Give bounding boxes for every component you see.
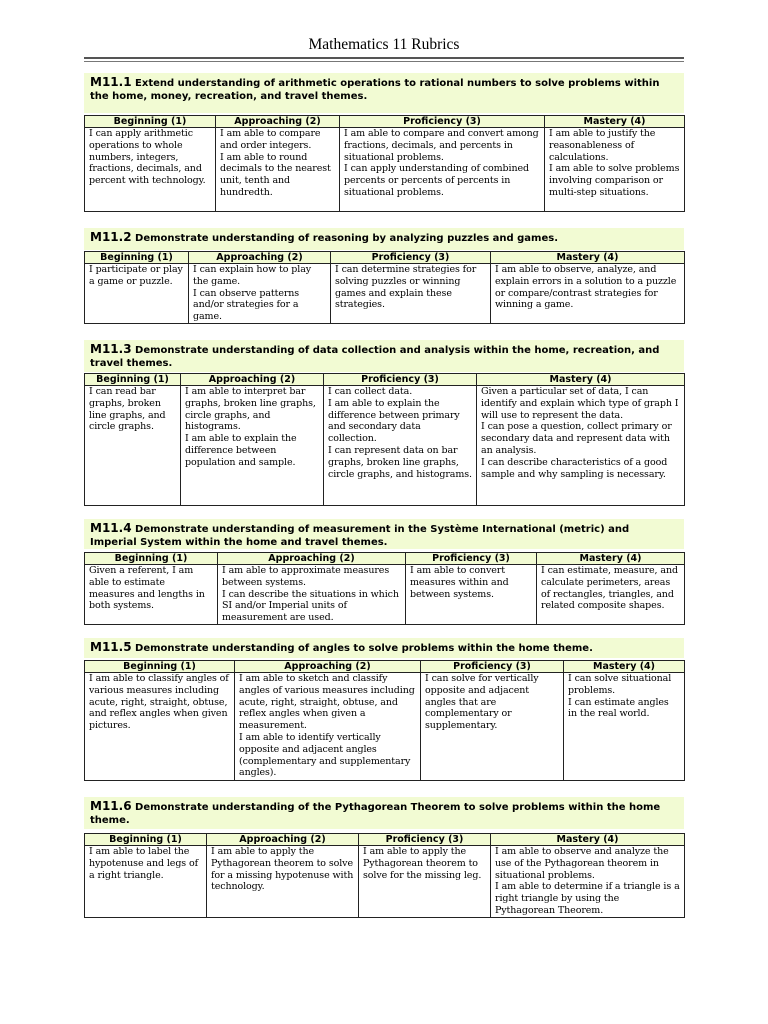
header-mastery: Mastery (4) bbox=[537, 553, 685, 565]
table-row bbox=[85, 673, 685, 781]
table-header-row bbox=[85, 553, 685, 565]
header-mastery: Mastery (4) bbox=[545, 116, 685, 128]
header-mastery: Mastery (4) bbox=[477, 374, 685, 386]
rubric-table-m11-6 bbox=[84, 833, 685, 918]
header-beginning: Beginning (1) bbox=[85, 116, 216, 128]
cell-mastery: Given a particular set of data, I can identify and explain which type of graph I will use to represent the data. I can pose a question, collect primary or secondary data and represent data with an analysis. I can describe characteristics of a good sample and why sampling is necessary. bbox=[477, 386, 685, 506]
cell-mastery: I can solve situational problems. I can estimate angles in the real world. bbox=[564, 673, 685, 781]
header-approaching: Approaching (2) bbox=[216, 116, 340, 128]
cell-mastery: I am able to justify the reasonableness of calculations. I am able to solve problems involving comparison or multi-step situations. bbox=[545, 128, 685, 212]
header-proficiency: Proficiency (3) bbox=[331, 252, 491, 264]
cell-proficiency: I can solve for vertically opposite and adjacent angles that are complementary or supplementary. bbox=[421, 673, 564, 781]
rubric-heading-m11-4 bbox=[84, 519, 684, 549]
header-proficiency: Proficiency (3) bbox=[324, 374, 477, 386]
cell-beginning: I participate or play a game or puzzle. bbox=[85, 264, 189, 324]
cell-beginning: Given a referent, I am able to estimate measures and lengths in both systems. bbox=[85, 565, 218, 625]
rubric-table-m11-3 bbox=[84, 373, 685, 506]
cell-beginning: I can apply arithmetic operations to whole numbers, integers, fractions, decimals, and percent with technology. bbox=[85, 128, 216, 212]
table-header-row bbox=[85, 374, 685, 386]
outcome-description: Demonstrate understanding of angles to solve problems within the home theme. bbox=[135, 643, 593, 654]
cell-proficiency: I can collect data. I am able to explain the difference between primary and secondary data collection. I can represent data on bar graphs, broken line graphs, circle graphs, and histograms. bbox=[324, 386, 477, 506]
table-row bbox=[85, 846, 685, 918]
header-beginning: Beginning (1) bbox=[85, 252, 189, 264]
table-header-row bbox=[85, 661, 685, 673]
rubric-table-m11-2 bbox=[84, 251, 685, 324]
table-row bbox=[85, 128, 685, 212]
header-approaching: Approaching (2) bbox=[181, 374, 324, 386]
header-approaching: Approaching (2) bbox=[218, 553, 406, 565]
cell-mastery: I am able to observe, analyze, and explain errors in a solution to a puzzle or compare/contrast strategies for winning a game. bbox=[491, 264, 685, 324]
rubric-heading-m11-1 bbox=[84, 73, 684, 113]
cell-approaching: I can explain how to play the game. I can observe patterns and/or strategies for a game. bbox=[189, 264, 331, 324]
outcome-description: Demonstrate understanding of reasoning by analyzing puzzles and games. bbox=[135, 233, 558, 244]
header-beginning: Beginning (1) bbox=[85, 374, 181, 386]
cell-proficiency: I am able to apply the Pythagorean theorem to solve for the missing leg. bbox=[359, 846, 491, 918]
cell-approaching: I am able to interpret bar graphs, broken line graphs, circle graphs, and histograms. I am able to explain the difference between population and sample. bbox=[181, 386, 324, 506]
rubric-table-m11-5 bbox=[84, 660, 685, 781]
rubric-table-m11-1 bbox=[84, 115, 685, 212]
rubric-table-m11-4 bbox=[84, 552, 685, 625]
header-beginning: Beginning (1) bbox=[85, 661, 235, 673]
cell-approaching: I am able to apply the Pythagorean theorem to solve for a missing hypotenuse with technology. bbox=[207, 846, 359, 918]
header-approaching: Approaching (2) bbox=[207, 834, 359, 846]
header-mastery: Mastery (4) bbox=[564, 661, 685, 673]
outcome-description: Demonstrate understanding of data collection and analysis within the home, recreation, and travel themes. bbox=[90, 345, 660, 369]
header-proficiency: Proficiency (3) bbox=[359, 834, 491, 846]
outcome-code: M11.1 bbox=[90, 75, 132, 89]
cell-approaching: I am able to sketch and classify angles of various measures including acute, right, straight, obtuse, and reflex angles when given a measurement. I am able to identify vertically opposite and adjacent angles (complementary and supplementary angles). bbox=[235, 673, 421, 781]
table-header-row bbox=[85, 834, 685, 846]
header-mastery: Mastery (4) bbox=[491, 834, 685, 846]
outcome-code: M11.3 bbox=[90, 342, 132, 356]
rubric-heading-m11-5 bbox=[84, 638, 684, 658]
table-header-row bbox=[85, 116, 685, 128]
cell-mastery: I am able to observe and analyze the use of the Pythagorean theorem in situational problems. I am able to determine if a triangle is a right triangle by using the Pythagorean Theorem. bbox=[491, 846, 685, 918]
cell-beginning: I can read bar graphs, broken line graphs, and circle graphs. bbox=[85, 386, 181, 506]
table-header-row bbox=[85, 252, 685, 264]
rubric-heading-m11-3 bbox=[84, 340, 684, 372]
title-rule-thin bbox=[84, 61, 684, 62]
title-rule bbox=[84, 57, 684, 59]
outcome-code: M11.2 bbox=[90, 230, 132, 244]
outcome-code: M11.5 bbox=[90, 640, 132, 654]
cell-mastery: I can estimate, measure, and calculate perimeters, areas of rectangles, triangles, and related composite shapes. bbox=[537, 565, 685, 625]
outcome-code: M11.6 bbox=[90, 799, 132, 813]
header-beginning: Beginning (1) bbox=[85, 553, 218, 565]
cell-approaching: I am able to compare and order integers. I am able to round decimals to the nearest unit, tenth and hundredth. bbox=[216, 128, 340, 212]
header-approaching: Approaching (2) bbox=[189, 252, 331, 264]
rubric-heading-m11-2 bbox=[84, 228, 684, 250]
header-beginning: Beginning (1) bbox=[85, 834, 207, 846]
cell-proficiency: I can determine strategies for solving puzzles or winning games and explain these strategies. bbox=[331, 264, 491, 324]
table-row bbox=[85, 565, 685, 625]
cell-beginning: I am able to classify angles of various measures including acute, right, straight, obtuse, and reflex angles when given pictures. bbox=[85, 673, 235, 781]
cell-proficiency: I am able to convert measures within and between systems. bbox=[406, 565, 537, 625]
page-title: Mathematics 11 Rubrics bbox=[308, 36, 460, 53]
outcome-description: Demonstrate understanding of the Pythagorean Theorem to solve problems within the home theme. bbox=[90, 802, 661, 826]
header-proficiency: Proficiency (3) bbox=[406, 553, 537, 565]
header-proficiency: Proficiency (3) bbox=[340, 116, 545, 128]
header-approaching: Approaching (2) bbox=[235, 661, 421, 673]
header-mastery: Mastery (4) bbox=[491, 252, 685, 264]
table-row bbox=[85, 264, 685, 324]
rubric-heading-m11-6 bbox=[84, 797, 684, 829]
header-proficiency: Proficiency (3) bbox=[421, 661, 564, 673]
outcome-description: Extend understanding of arithmetic operations to rational numbers to solve problems within the home, money, recreation, and travel themes. bbox=[90, 78, 660, 102]
cell-approaching: I am able to approximate measures between systems. I can describe the situations in which SI and/or Imperial units of measurement are used. bbox=[218, 565, 406, 625]
cell-proficiency: I am able to compare and convert among fractions, decimals, and percents in situational problems. I can apply understanding of combined percents or percents of percents in situational problems. bbox=[340, 128, 545, 212]
table-row bbox=[85, 386, 685, 506]
outcome-description: Demonstrate understanding of measurement in the Système International (metric) and Imperial System within the home and travel themes. bbox=[90, 524, 630, 548]
outcome-code: M11.4 bbox=[90, 521, 132, 535]
cell-beginning: I am able to label the hypotenuse and legs of a right triangle. bbox=[85, 846, 207, 918]
